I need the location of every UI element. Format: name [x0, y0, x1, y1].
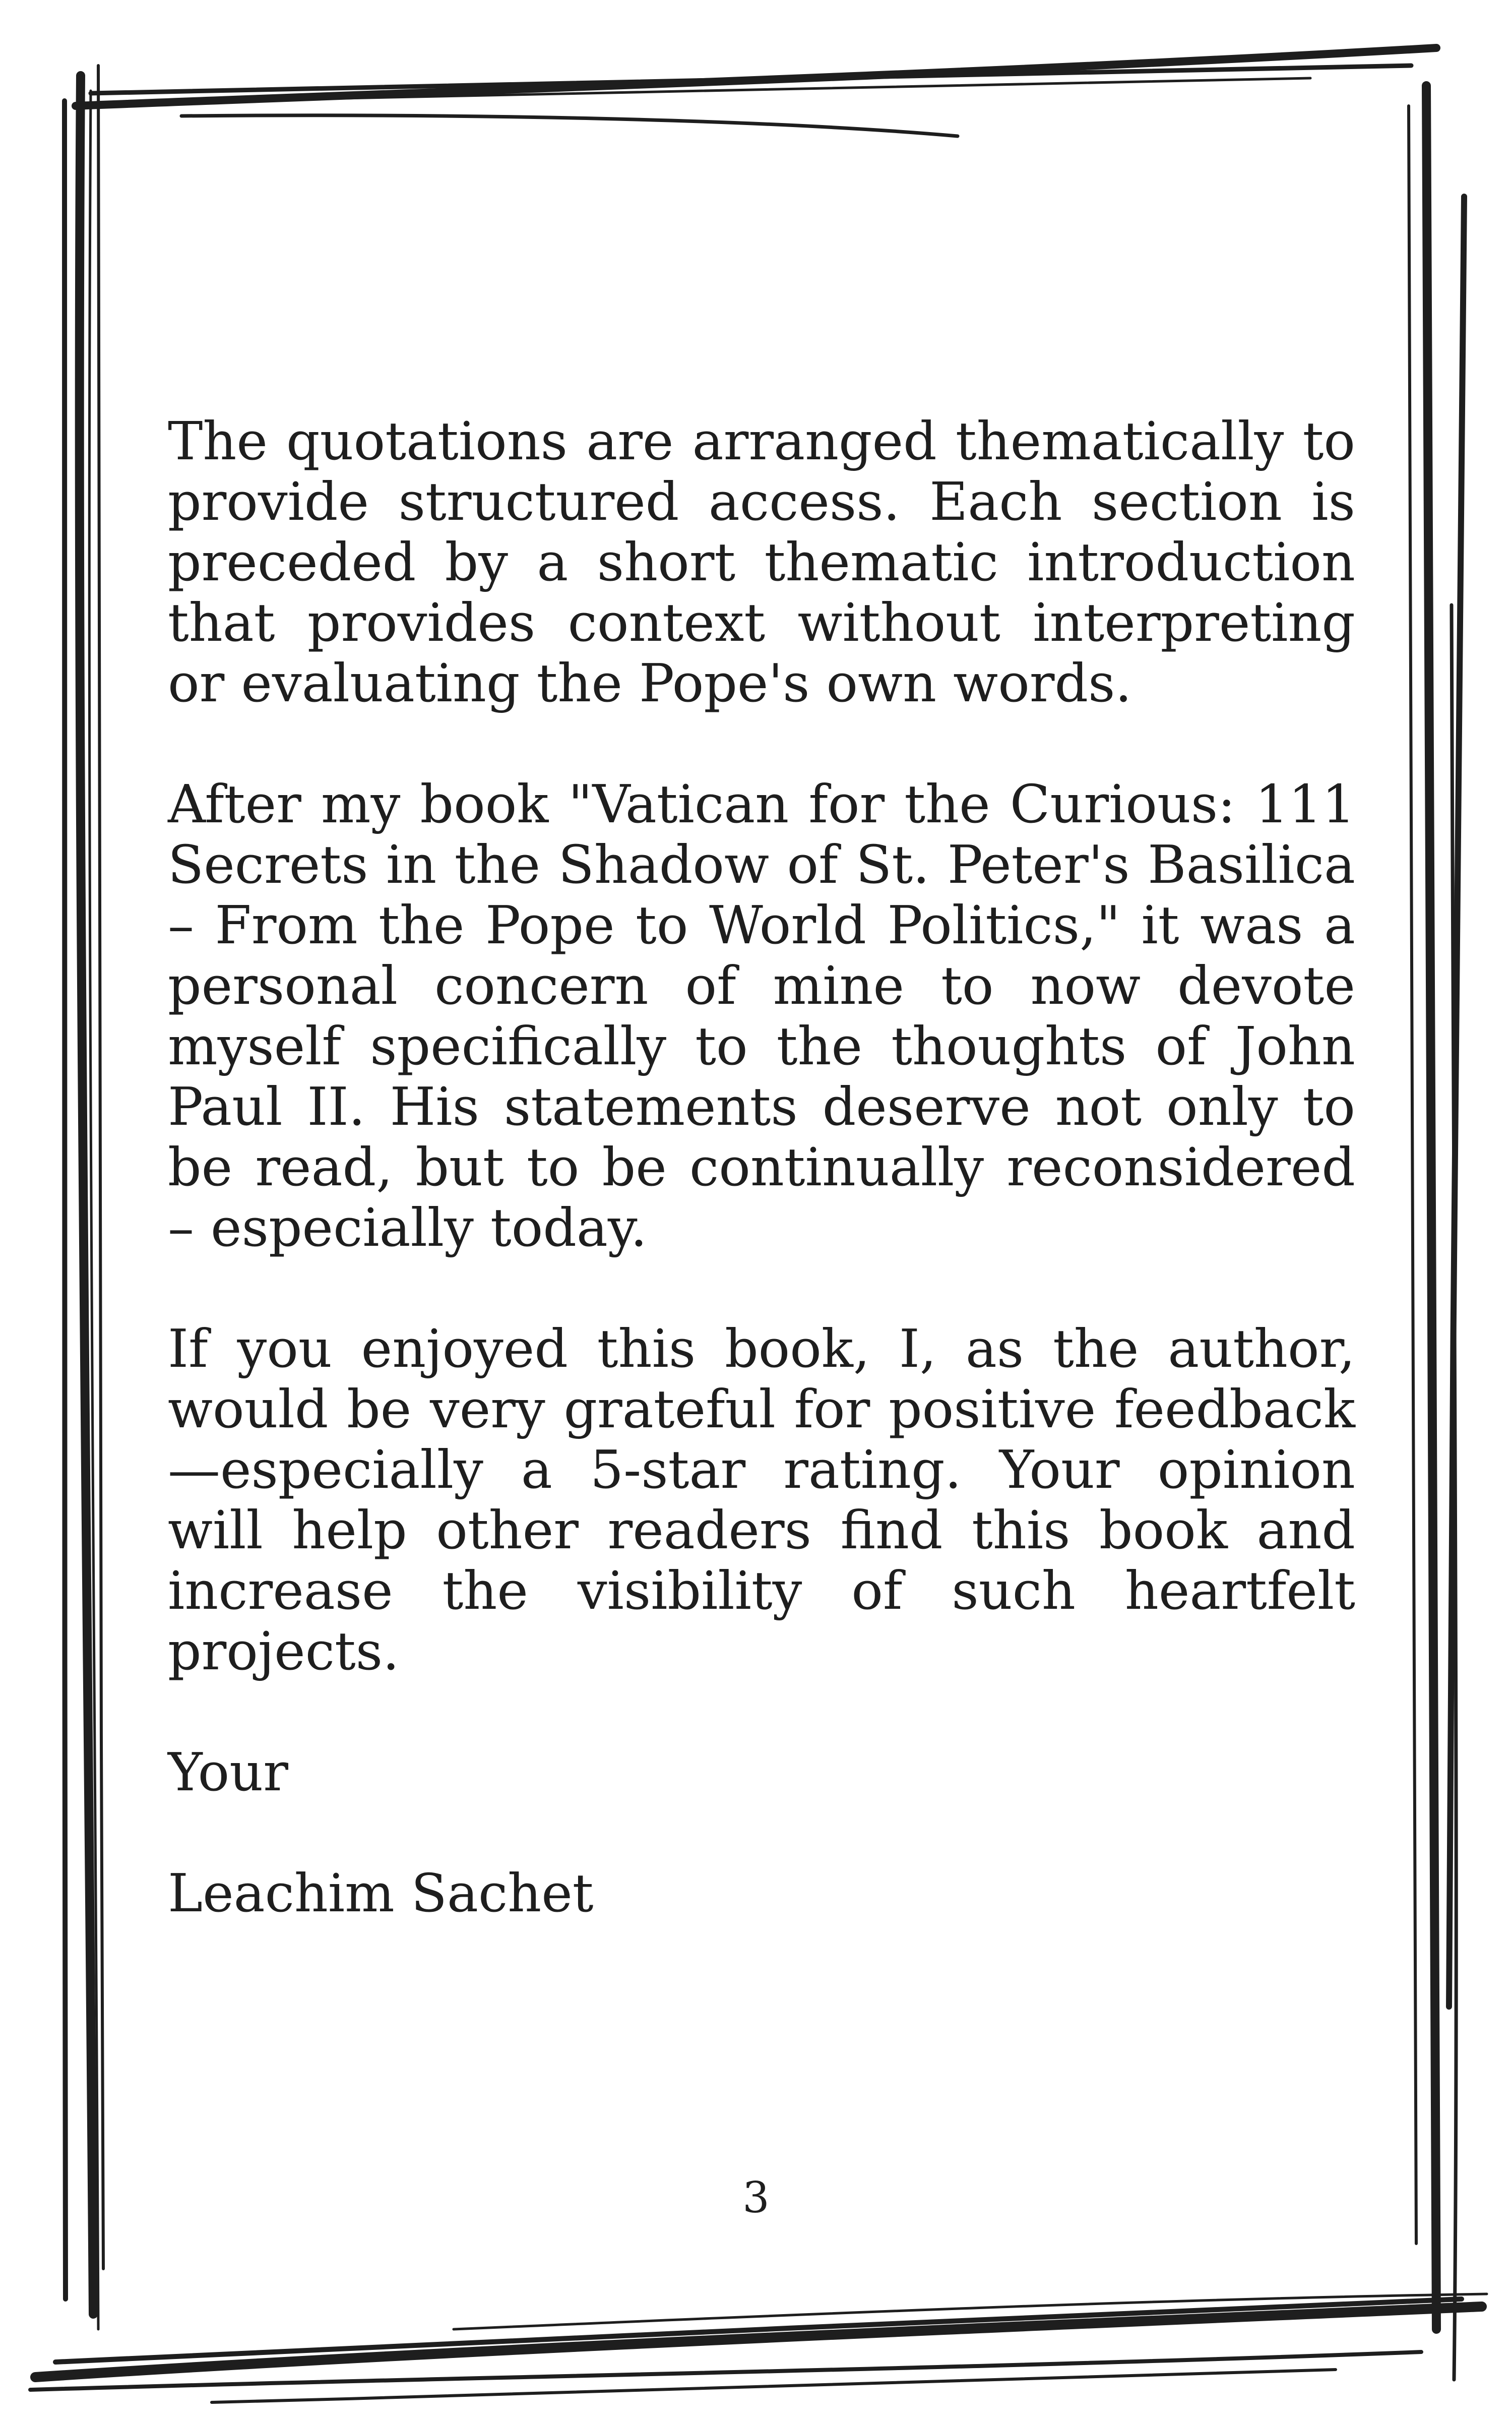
frame-left-stroke: [64, 101, 66, 2299]
frame-bottom-stroke: [30, 2352, 1421, 2390]
frame-top-stroke: [101, 78, 1310, 103]
frame-right-stroke: [1409, 106, 1416, 2244]
frame-left-stroke: [80, 76, 93, 2314]
frame-bottom-stroke: [35, 2307, 1482, 2377]
paragraph-background: After my book "Vatican for the Curious: 111 Secrets in the Shadow of St. Peter's Basilica – From the Pope to World Politics," it was a personal concern of mine to now devote myself specifically to the thoughts of John Paul II. His statements deserve not only to be read, but to be continually reconsidered – especially today.: [168, 773, 1355, 1258]
frame-right-stroke: [1449, 197, 1464, 2007]
frame-top-stroke: [181, 115, 958, 136]
frame-bottom-stroke: [454, 2294, 1487, 2329]
author-signature: Leachim Sachet: [168, 1862, 594, 1924]
frame-right-stroke: [1426, 86, 1436, 2329]
frame-top-stroke: [91, 66, 1411, 93]
frame-top-stroke: [76, 48, 1436, 106]
frame-right-stroke: [1452, 605, 1456, 2380]
frame-bottom-stroke: [212, 2370, 1336, 2402]
frame-bottom-stroke: [55, 2299, 1462, 2362]
closing-word: Your: [168, 1741, 288, 1803]
frame-left-stroke: [89, 91, 98, 2329]
page-body: [168, 411, 1355, 1923]
paragraph-feedback-request: If you enjoyed this book, I, as the author, would be very grateful for positive feedback —especially a 5-star rating. Your opinion will help other readers find this book and increase the visibility of such heartfelt projects.: [168, 1318, 1355, 1682]
frame-left-stroke: [98, 66, 103, 2269]
page-number: 3: [742, 2173, 770, 2222]
paragraph-arrangement: The quotations are arranged thematically to provide structured access. Each section is preceded by a short thematic introduction that provides context without interpreting or evaluating the Pope's own words.: [168, 410, 1355, 714]
